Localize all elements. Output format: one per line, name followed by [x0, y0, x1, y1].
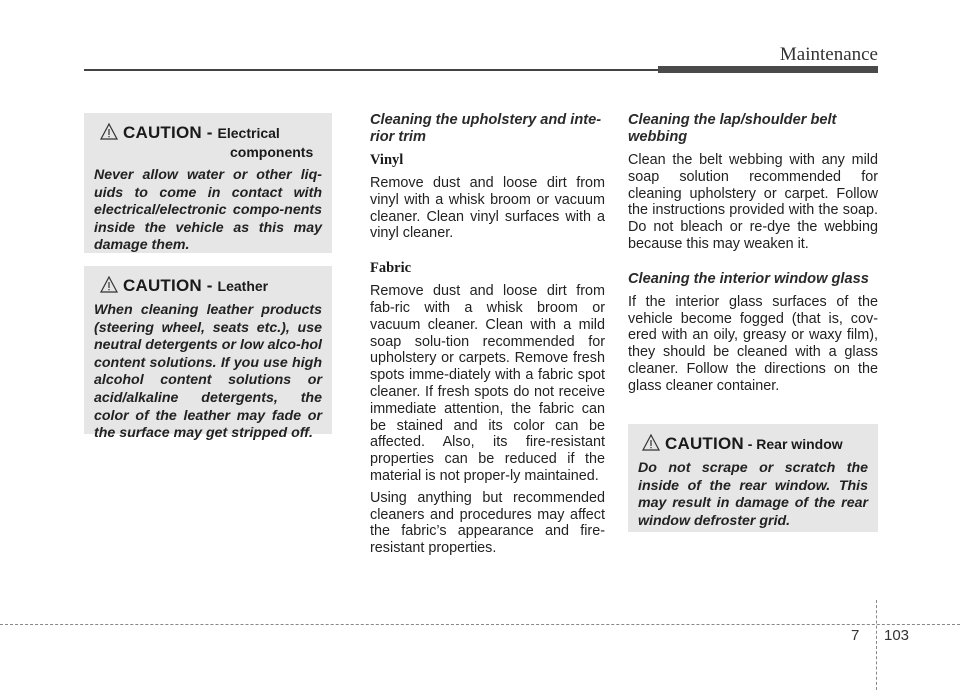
page-header-title: Maintenance [779, 44, 878, 65]
header-rule [84, 69, 658, 71]
caution-word: CAUTION [665, 434, 744, 453]
caution-box-electrical [84, 113, 332, 253]
caution-word: CAUTION - [123, 123, 218, 142]
caution-subject: Electrical [217, 125, 280, 141]
column-upholstery [370, 112, 605, 557]
paragraph-belt: Clean the belt webbing with any mild soap solution recommended for cleaning upholstery or carpet. Follow the instructions provided with the soap. Do not bleach or re-dye the webbing because this may weaken it. [628, 152, 878, 252]
paragraph-vinyl: Remove dust and loose dirt from vinyl with a whisk broom or vacuum cleaner. Clean vinyl surfaces with a vinyl cleaner. [370, 175, 605, 242]
section-title-glass: Cleaning the interior window glass [628, 270, 869, 287]
warning-triangle-icon [100, 276, 118, 293]
paragraph-glass: If the interior glass surfaces of the vehicle become fogged (that is, cov-ered with an oily, greasy or waxy film), they should be cleaned with a glass cleaner. Follow the directions on the glass cleaner container. [628, 293, 878, 394]
caution-box-rear-window [628, 424, 878, 532]
paragraph-fabric: Remove dust and loose dirt from fab-ric with a whisk broom or vacuum cleaner. Clean with a mild soap solu-tion recommended for upholstery or carpets. Remove fresh spots imme-diately with a fabric spot cleaner. If fresh spots do not receive immediate attention, the fabric can be stained and its color can be affected. Also, its fire-resistant properties can be reduced if the material is not proper-ly maintained. [370, 283, 605, 484]
header-bar [658, 66, 878, 73]
caution-subject-line2: components [230, 144, 314, 160]
subsection-title-vinyl: Vinyl [370, 152, 404, 168]
footer-divider [876, 600, 877, 690]
caution-word: CAUTION - [123, 276, 218, 295]
caution-body: When cleaning leather products (steering wheel, seats etc.), use neutral detergents or low alco-hol content solutions. If you use high alcohol content solutions or acid/alkaline detergents, the color of the leather may fade or the surface may get stripped off. [94, 302, 322, 442]
caution-subject: Leather [217, 278, 269, 294]
caution-subject: - Rear window [743, 436, 843, 452]
caution-body: Never allow water or other liq-uids to come in contact with electrical/electronic compo-nents inside the vehicle as this may damage them. [94, 167, 322, 254]
page-chapter-number: 7 [851, 627, 860, 644]
caution-heading [100, 276, 322, 296]
column-belt-glass [628, 112, 878, 395]
warning-triangle-icon [100, 123, 118, 140]
warning-triangle-icon [642, 434, 660, 451]
page-number: 103 [884, 627, 910, 644]
caution-box-leather [84, 266, 332, 442]
paragraph-fabric-2: Using anything but recommended cleaners and procedures may affect the fabric’s appearance and fire-resistant properties. [370, 489, 605, 557]
subsection-title-fabric: Fabric [370, 260, 412, 277]
footer-rule [0, 624, 960, 625]
caution-body: Do not scrape or scratch the inside of the rear window. This may result in damage of the rear window defroster grid. [638, 460, 868, 529]
section-title-upholstery: Cleaning the upholstery and inte-rior trim [370, 112, 602, 145]
section-title-belt: Cleaning the lap/shoulder belt webbing [628, 112, 837, 145]
caution-heading [100, 123, 322, 143]
caution-heading [642, 434, 868, 454]
